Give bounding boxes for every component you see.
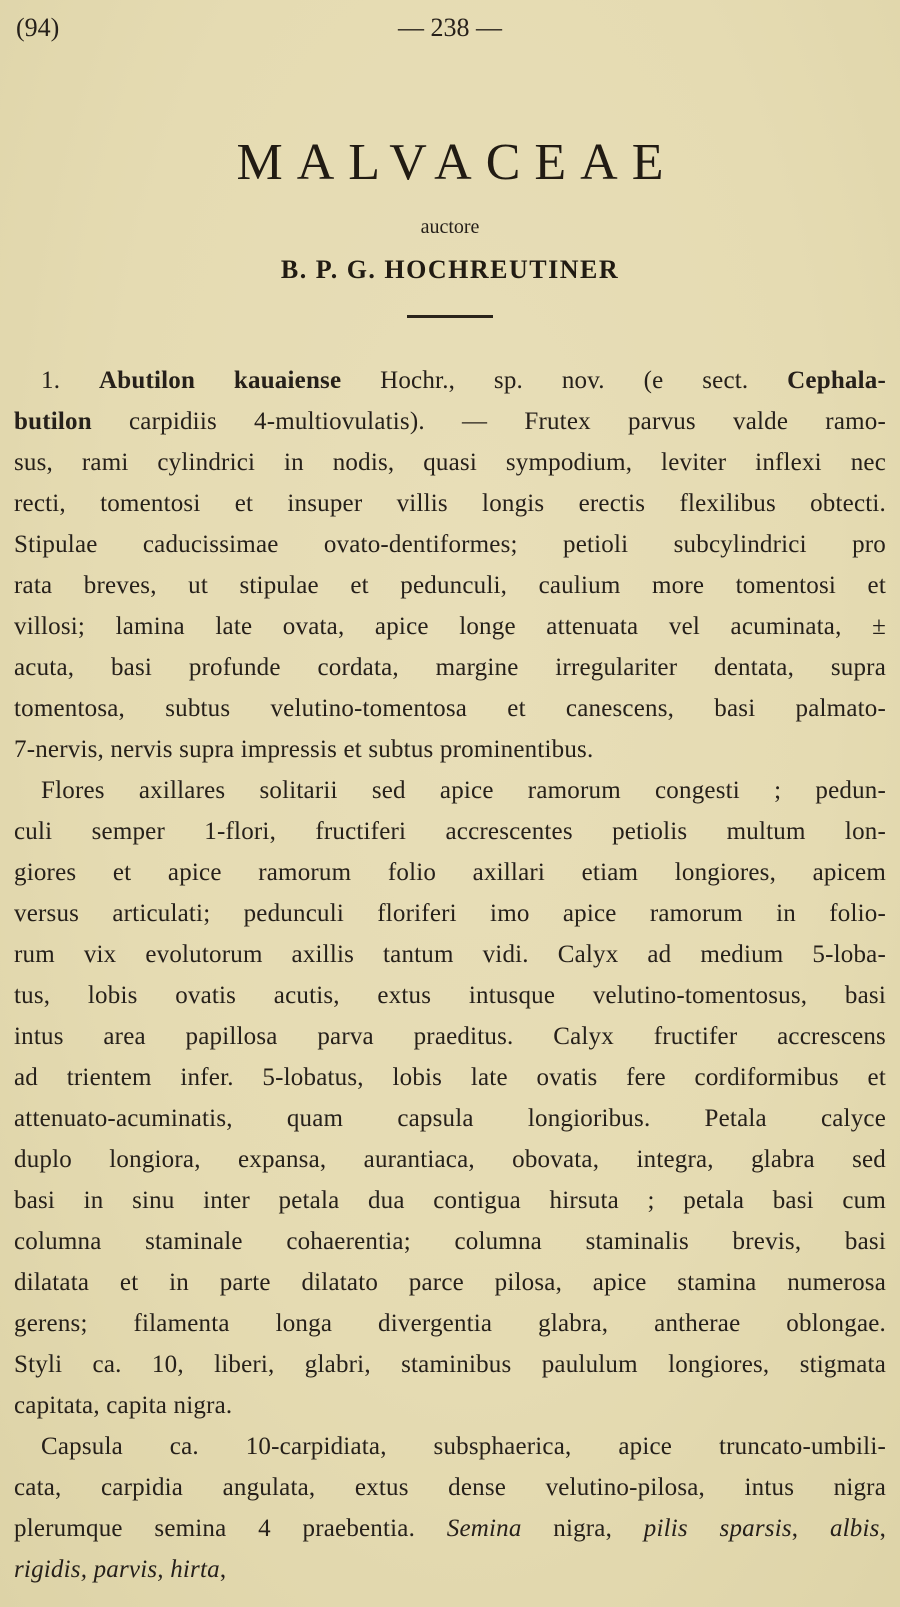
- text-segment: Stipulae caducissimae ovato-dentiformes; petioli subcylindrici pro: [14, 531, 886, 558]
- text-line: [14, 360, 886, 401]
- text-segment: duplo longiora, expansa, aurantiaca, obovata, integra, glabra sed: [14, 1146, 886, 1173]
- text-line: [14, 729, 886, 770]
- text-segment: Capsula ca. 10-carpidiata, subsphaerica, apice truncato-umbili-: [41, 1433, 886, 1460]
- text-line: [14, 401, 886, 442]
- text-line: [14, 688, 886, 729]
- page-body: [14, 360, 886, 1590]
- text-segment: attenuato-acuminatis, quam capsula longioribus. Petala calyce: [14, 1105, 886, 1132]
- text-line: [14, 1221, 886, 1262]
- italic-text: Semina: [446, 1515, 522, 1542]
- text-segment: intus area papillosa parva praeditus. Calyx fructifer accrescens: [14, 1023, 886, 1050]
- italic-text: albis: [829, 1515, 880, 1542]
- text-segment: cata, carpidia angulata, extus dense velutino-pilosa, intus nigra: [14, 1474, 886, 1501]
- text-segment: villosi; lamina late ovata, apice longe attenuata vel acuminata, ±: [14, 613, 886, 640]
- text-segment: tus, lobis ovatis acutis, extus intusque velutino-tomentosus, basi: [14, 982, 886, 1009]
- text-segment: ,: [219, 1556, 227, 1583]
- text-segment: Styli ca. 10, liberi, glabri, staminibus paululum longiores, stigmata: [14, 1351, 886, 1378]
- text-segment: sus, rami cylindrici in nodis, quasi sympodium, leviter inflexi nec: [14, 449, 886, 476]
- text-segment: tomentosa, subtus velutino-tomentosa et canescens, basi palmato-: [14, 695, 886, 722]
- text-line: [14, 606, 886, 647]
- family-title: MALVACEAE: [236, 134, 678, 191]
- text-line: [14, 811, 886, 852]
- italic-text: pilis sparsis: [643, 1515, 792, 1542]
- bold-text: Cephala-: [787, 367, 887, 394]
- text-line: [14, 442, 886, 483]
- folio-number: (94): [16, 13, 60, 42]
- text-segment: columna staminale cohaerentia; columna staminalis brevis, basi: [14, 1228, 886, 1255]
- text-line: [14, 770, 886, 811]
- text-segment: ,: [791, 1515, 830, 1542]
- text-line: [14, 524, 886, 565]
- text-segment: rata breves, ut stipulae et pedunculi, caulium more tomentosi et: [14, 572, 886, 599]
- text-segment: giores et apice ramorum folio axillari etiam longiores, apicem: [14, 859, 886, 886]
- text-segment: recti, tomentosi et insuper villis longis erectis flexilibus obtecti.: [14, 490, 886, 517]
- text-segment: capitata, capita nigra.: [14, 1392, 233, 1419]
- section-divider-rule: [407, 315, 493, 318]
- text-line: [14, 1549, 886, 1590]
- text-segment: ,: [879, 1515, 887, 1542]
- bold-text: Abutilon kauaiense: [98, 367, 342, 394]
- page-number: — 238 —: [398, 13, 502, 42]
- byline-label: auctore: [420, 216, 480, 238]
- text-segment: Hochr., sp. nov. (e sect.: [341, 367, 788, 394]
- text-segment: nigra,: [521, 1515, 644, 1542]
- text-segment: culi semper 1-flori, fructiferi accrescentes petiolis multum lon-: [14, 818, 886, 845]
- italic-text: rigidis, parvis, hirta: [14, 1556, 220, 1583]
- text-line: [14, 1180, 886, 1221]
- text-segment: ad trientem infer. 5-lobatus, lobis late ovatis fere cordiformibus et: [14, 1064, 886, 1091]
- text-segment: gerens; filamenta longa divergentia glabra, antherae oblongae.: [14, 1310, 886, 1337]
- text-line: [14, 1344, 886, 1385]
- text-segment: carpidiis 4-multiovulatis). — Frutex parvus valde ramo-: [91, 408, 886, 435]
- paragraph: [14, 1426, 886, 1590]
- text-line: [14, 1303, 886, 1344]
- text-segment: Flores axillares solitarii sed apice ramorum congesti ; pedun-: [41, 777, 886, 804]
- text-line: [14, 1098, 886, 1139]
- text-segment: 1.: [41, 367, 99, 394]
- text-segment: 7-nervis, nervis supra impressis et subtus prominentibus.: [14, 736, 594, 763]
- text-line: [14, 893, 886, 934]
- text-line: [14, 1262, 886, 1303]
- text-line: [14, 565, 886, 606]
- text-segment: acuta, basi profunde cordata, margine irregulariter dentata, supra: [14, 654, 886, 681]
- text-line: [14, 1016, 886, 1057]
- text-segment: plerumque semina 4 praebentia.: [14, 1515, 447, 1542]
- bold-text: butilon: [14, 408, 92, 435]
- text-line: [14, 1385, 886, 1426]
- text-line: [14, 1508, 886, 1549]
- author-name: B. P. G. HOCHREUTINER: [280, 255, 620, 284]
- text-line: [14, 975, 886, 1016]
- text-segment: rum vix evolutorum axillis tantum vidi. Calyx ad medium 5-loba-: [14, 941, 886, 968]
- text-line: [14, 1426, 886, 1467]
- paragraph: [14, 360, 886, 770]
- text-line: [14, 852, 886, 893]
- text-segment: versus articulati; pedunculi floriferi imo apice ramorum in folio-: [14, 900, 886, 927]
- text-segment: basi in sinu inter petala dua contigua hirsuta ; petala basi cum: [14, 1187, 886, 1214]
- text-line: [14, 483, 886, 524]
- text-line: [14, 1057, 886, 1098]
- text-line: [14, 934, 886, 975]
- text-segment: dilatata et in parte dilatato parce pilosa, apice stamina numerosa: [14, 1269, 886, 1296]
- paragraph: [14, 770, 886, 1426]
- text-line: [14, 647, 886, 688]
- text-line: [14, 1139, 886, 1180]
- text-line: [14, 1467, 886, 1508]
